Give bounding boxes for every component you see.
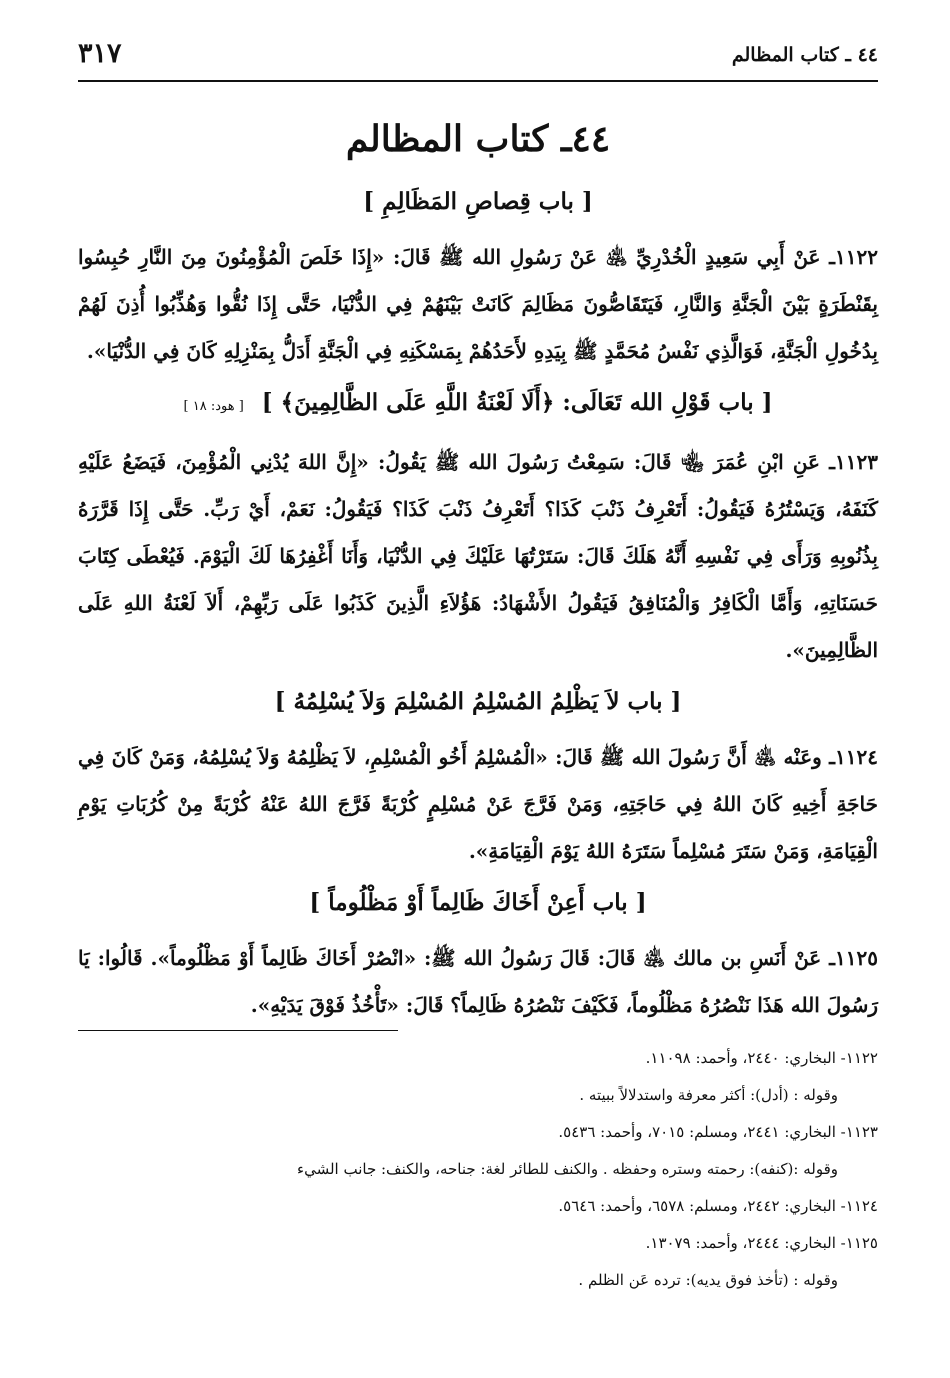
footnote-separator [78,1030,398,1031]
hadith-text: ١١٢٤ـ وعَنْه ﵁ أَنَّ رَسُولَ الله ﷺ قَالَ: «الْمُسْلِمُ أَخُو الْمُسْلِمِ، لاَ يَظْلِمُهُ وَلاَ يُسْلِمُهُ، وَمَنْ كَانَ فِي حَاجَةِ أَخِيهِ كَانَ اللهُ فِي حَاجَتِهِ، وَمَنْ فَرَّجَ عَنْ مُسْلِمٍ كُرْبَةً فَرَّجَ اللهُ عَنْهُ كُرْبَةً مِنْ كُرُبَاتِ يَوْمِ الْقِيَامَةِ، وَمَنْ سَتَرَ مُسْلِماً سَتَرَهُ اللهُ يَوْمَ الْقِيَامَةِ». [78,745,878,863]
hadith-text: ١١٢٣ـ عَنِ ابْنِ عُمَرَ ﵄ قَالَ: سَمِعْتُ رَسُولَ الله ﷺ يَقُولُ: «إِنَّ اللهَ يُدْنِي الْمُؤْمِنَ، فَيَضَعُ عَلَيْهِ كَنَفَهُ، وَيَسْتُرُهُ فَيَقُولُ: أَتَعْرِفُ ذَنْبَ كَذَا؟ أَتَعْرِفُ ذَنْبَ كَذَا؟ فَيَقُولُ: نَعَمْ، أَيْ رَبِّ. حَتَّى إِذَا قَرَّرَهُ بِذُنُوبِهِ وَرَأَى فِي نَفْسِهِ أَنَّهُ هَلَكَ قَالَ: سَتَرْتُهَا عَلَيْكَ فِي الدُّنْيَا، وَأَنَا أَغْفِرُهَا لَكَ الْيَوْمَ. فَيُعْطَى كِتَابَ حَسَنَاتِهِ، وَأَمَّا الْكَافِرُ وَالْمُنَافِقُ فَيَقُولُ الأَشْهَادُ: هَؤُلاَءِ الَّذِينَ كَذَبُوا عَلَى رَبِّهِمْ، أَلاَ لَعْنَةُ اللهِ عَلَى الظَّالِمِينَ». [78,450,878,662]
footnotes [78,1040,878,1299]
footnote-gloss: وقوله : (تأخذ فوق يديه): ترده عَن الظلم . [578,1271,838,1289]
hadith-text: ١١٢٢ـ عَنْ أَبِي سَعِيدٍ الْخُدْرِيِّ ﵁ عَنْ رَسُولِ الله ﷺ قَالَ: «إِذَا خَلَصَ الْمُؤْمِنُونَ مِنَ النَّارِ حُبِسُوا بِقَنْطَرَةٍ بَيْنَ الْجَنَّةِ وَالنَّارِ، فَيَتَقَاصُّونَ مَظَالِمَ كَانَتْ بَيْنَهُمْ فِي الدُّنْيَا، حَتَّى إِذَا نُقُّوا وَهُذِّبُوا أُذِنَ لَهُمْ بِدُخُولِ الْجَنَّةِ، فَوَالَّذِي نَفْسُ مُحَمَّدٍ ﷺ بِيَدِهِ لأَحَدُهُمْ بِمَسْكَنِهِ فِي الْجَنَّةِ أَدَلُّ بِمَنْزِلِهِ كَانَ فِي الدُّنْيَا». [78,245,878,363]
footnote: ١١٢٤- البخاري: ٢٤٤٢، ومسلم: ٦٥٧٨، وأحمد: ٥٦٤٦. [558,1197,878,1215]
hadith-text: ١١٢٥ـ عَنْ أَنَسِ بن مالك ﵁ قَالَ: قَالَ رَسُولُ الله ﷺ: «انْصُرْ أَخَاكَ ظَالِماً أَوْ مَظْلُوماً». قَالُوا: يَا رَسُولَ الله هَذَا نَنْصُرُهُ مَظْلُوماً، فَكَيْفَ نَنْصُرُهُ ظَالِماً؟ قَالَ: «تَأْخُذُ فَوْقَ يَدَيْهِ». [78,946,878,1017]
book-title: ٤٤ـ كتاب المظالم [345,118,611,160]
header-rule [78,80,878,82]
footnote-gloss: وقوله :(كنفه): رحمته وستره وحفظه . والكنف للطائر لغة: جناحه، والكنف: جانب الشيء [297,1160,838,1178]
page-number: ٣١٧ [78,38,122,69]
main-content [78,108,878,1039]
running-header [78,38,878,78]
running-title: ٤٤ ـ كتاب المظالم [731,44,878,66]
chapter-heading: [ باب قِصاصِ المَظَالِمِ ] [363,188,593,215]
quran-reference: [ هود: ١٨ ] [183,399,244,414]
chapter-heading [78,385,878,425]
footnote: ١١٢٥- البخاري: ٢٤٤٤، وأحمد: ١٣٠٧٩. [645,1234,878,1252]
chapter-heading: [ باب أَعِنْ أَخَاكَ ظَالِماً أَوْ مَظْلُوماً ] [309,889,647,916]
chapter-heading: [ باب لاَ يَظْلِمُ المُسْلِمُ المُسْلِمَ وَلاَ يُسْلِمُهُ ] [274,688,682,715]
chapter-heading-text: [ باب قَوْلِ الله تَعَالَى: ﴿أَلَا لَعْنَةُ اللَّهِ عَلَى الظَّالِمِينَ﴾ ] [261,389,773,416]
footnote: ١١٢٣- البخاري: ٢٤٤١، ومسلم: ٧٠١٥، وأحمد: ٥٤٣٦. [558,1123,878,1141]
footnote-gloss: وقوله : (أدل): أكثر معرفة واستدلالاً ببيته . [579,1086,838,1104]
footnote: ١١٢٢- البخاري: ٢٤٤٠، وأحمد: ١١٠٩٨. [645,1049,878,1067]
